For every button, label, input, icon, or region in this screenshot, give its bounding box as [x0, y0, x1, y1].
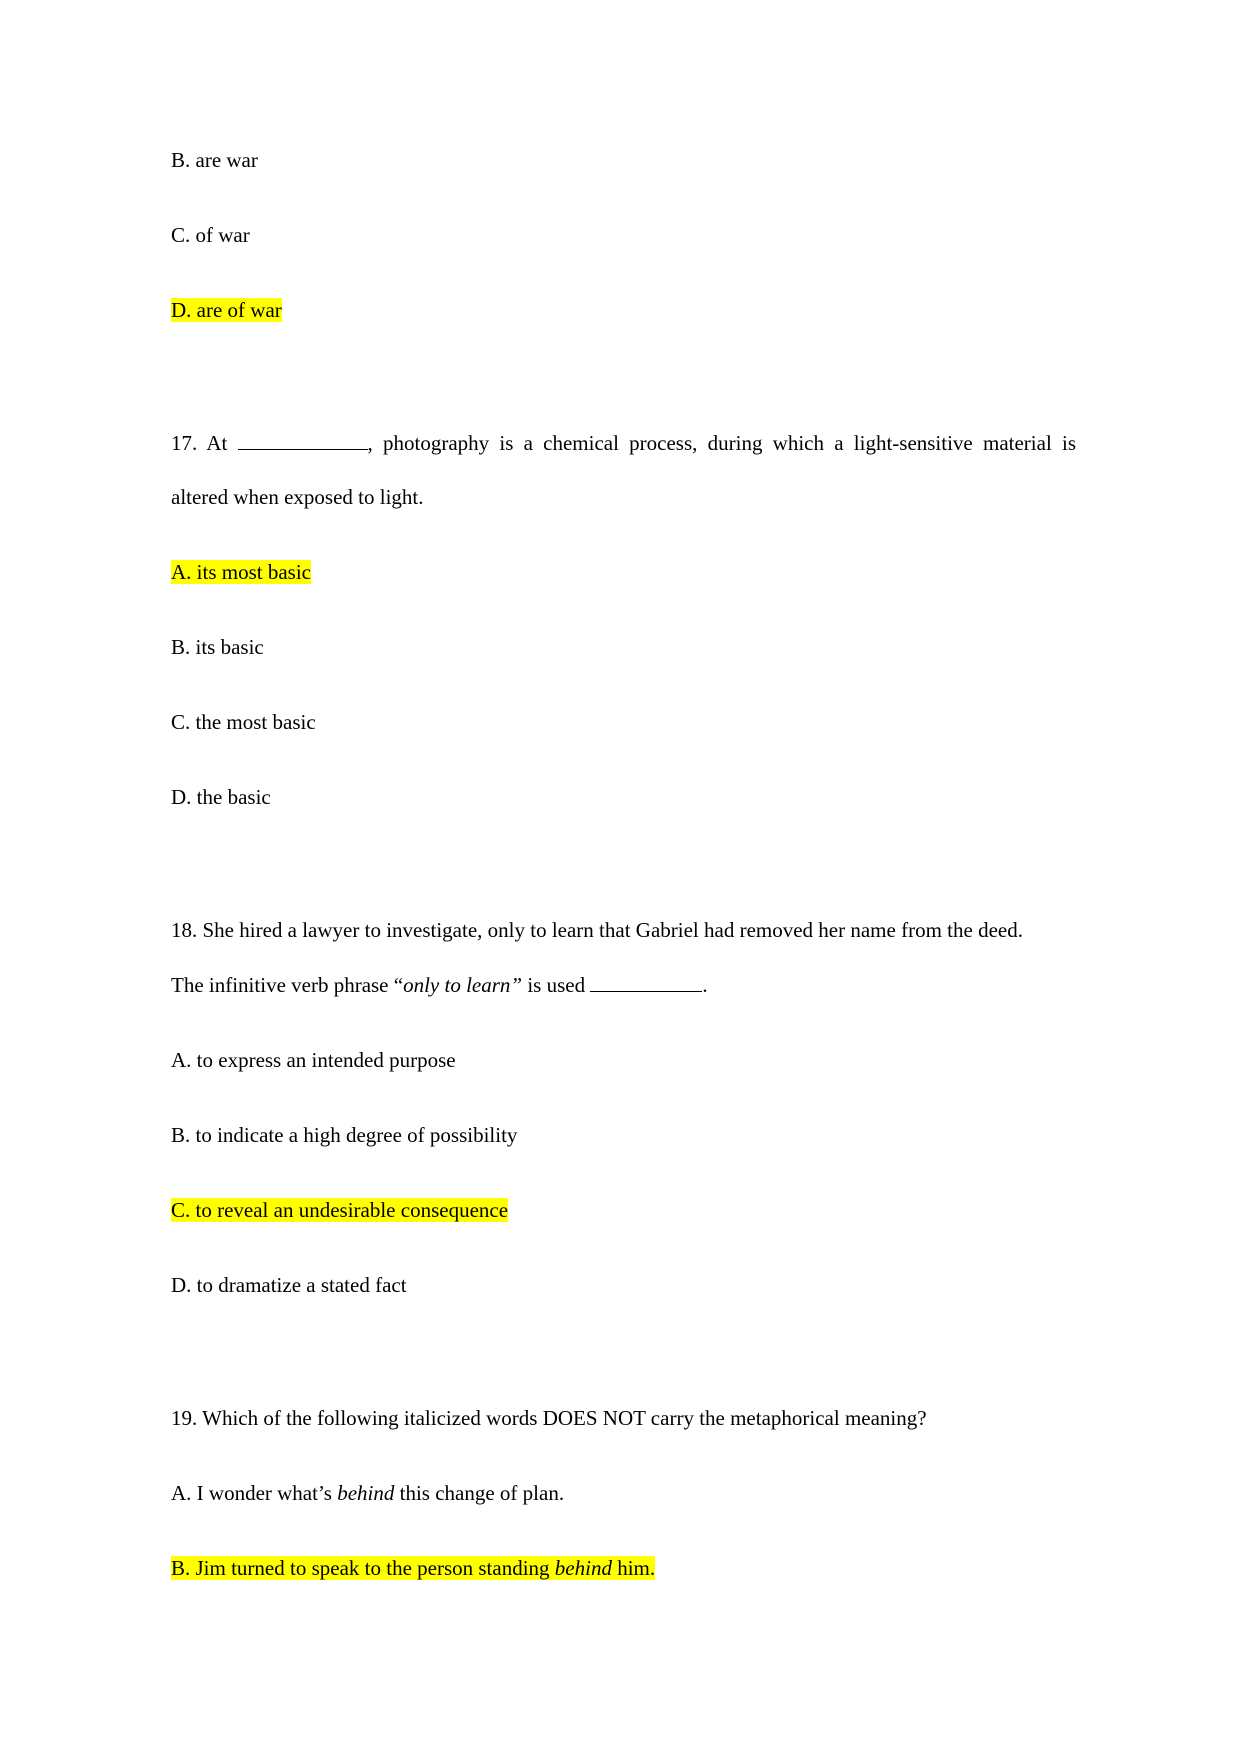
q16-option-b	[171, 147, 258, 173]
q18-option-d-text: D. to dramatize a stated fact	[171, 1273, 407, 1297]
q19-option-b-start: B. Jim turned to speak to the person standing	[171, 1556, 555, 1580]
q18-stem-line2	[171, 972, 708, 998]
q18-stem-line1	[171, 917, 1023, 943]
q17-stem-start: 17. At	[171, 431, 238, 455]
q18-stem-line2-mid: is used	[522, 973, 591, 997]
q17-option-c	[171, 709, 316, 735]
q18-stem-italic-phrase: only to learn”	[403, 973, 523, 997]
q19-option-a-start: A. I wonder what’s	[171, 1481, 338, 1505]
q18-stem-line2-start: The infinitive verb phrase “	[171, 973, 404, 997]
q16-option-c-text: C. of war	[171, 223, 250, 247]
q19-option-b-highlight	[171, 1556, 655, 1580]
q19-option-b-end: him.	[611, 1556, 656, 1580]
q18-stem-line1-text: 18. She hired a lawyer to investigate, only to learn that Gabriel had removed her name from the deed.	[171, 918, 1023, 942]
q19-option-a-italic: behind	[337, 1481, 395, 1505]
q17-option-a-text: A. its most basic	[171, 560, 311, 584]
q17-stem-line2	[171, 484, 424, 510]
q17-option-d	[171, 784, 271, 810]
q18-stem-line2-end: .	[702, 973, 708, 997]
q19-option-a-end: this change of plan.	[394, 1481, 565, 1505]
q18-option-b	[171, 1122, 517, 1148]
q18-option-c	[171, 1197, 508, 1223]
q18-option-c-text: C. to reveal an undesirable consequence	[171, 1198, 509, 1222]
q19-option-b-italic: behind	[554, 1556, 612, 1580]
q17-stem-end: , photography is a chemical process, during which a light-sensitive material is	[367, 431, 1077, 455]
q17-stem-line2-text: altered when exposed to light.	[171, 485, 424, 509]
q17-option-c-text: C. the most basic	[171, 710, 316, 734]
q18-option-a-text: A. to express an intended purpose	[171, 1048, 456, 1072]
q18-option-b-text: B. to indicate a high degree of possibility	[171, 1123, 518, 1147]
q17-answer-blank	[238, 431, 368, 450]
q17-stem-line1	[171, 430, 1076, 456]
q16-option-d	[171, 297, 282, 323]
q18-answer-blank	[590, 973, 702, 992]
q18-option-a	[171, 1047, 456, 1073]
q16-option-b-text: B. are war	[171, 148, 258, 172]
q17-option-a	[171, 559, 311, 585]
q18-option-d	[171, 1272, 407, 1298]
q16-option-d-text: D. are of war	[171, 298, 282, 322]
q17-option-b	[171, 634, 264, 660]
q17-option-d-text: D. the basic	[171, 785, 271, 809]
q16-option-c	[171, 222, 250, 248]
q17-option-b-text: B. its basic	[171, 635, 264, 659]
q19-option-b	[171, 1555, 655, 1581]
q19-stem	[171, 1405, 927, 1431]
q19-stem-text: 19. Which of the following italicized words DOES NOT carry the metaphorical meaning?	[171, 1406, 927, 1430]
q19-option-a	[171, 1480, 564, 1506]
